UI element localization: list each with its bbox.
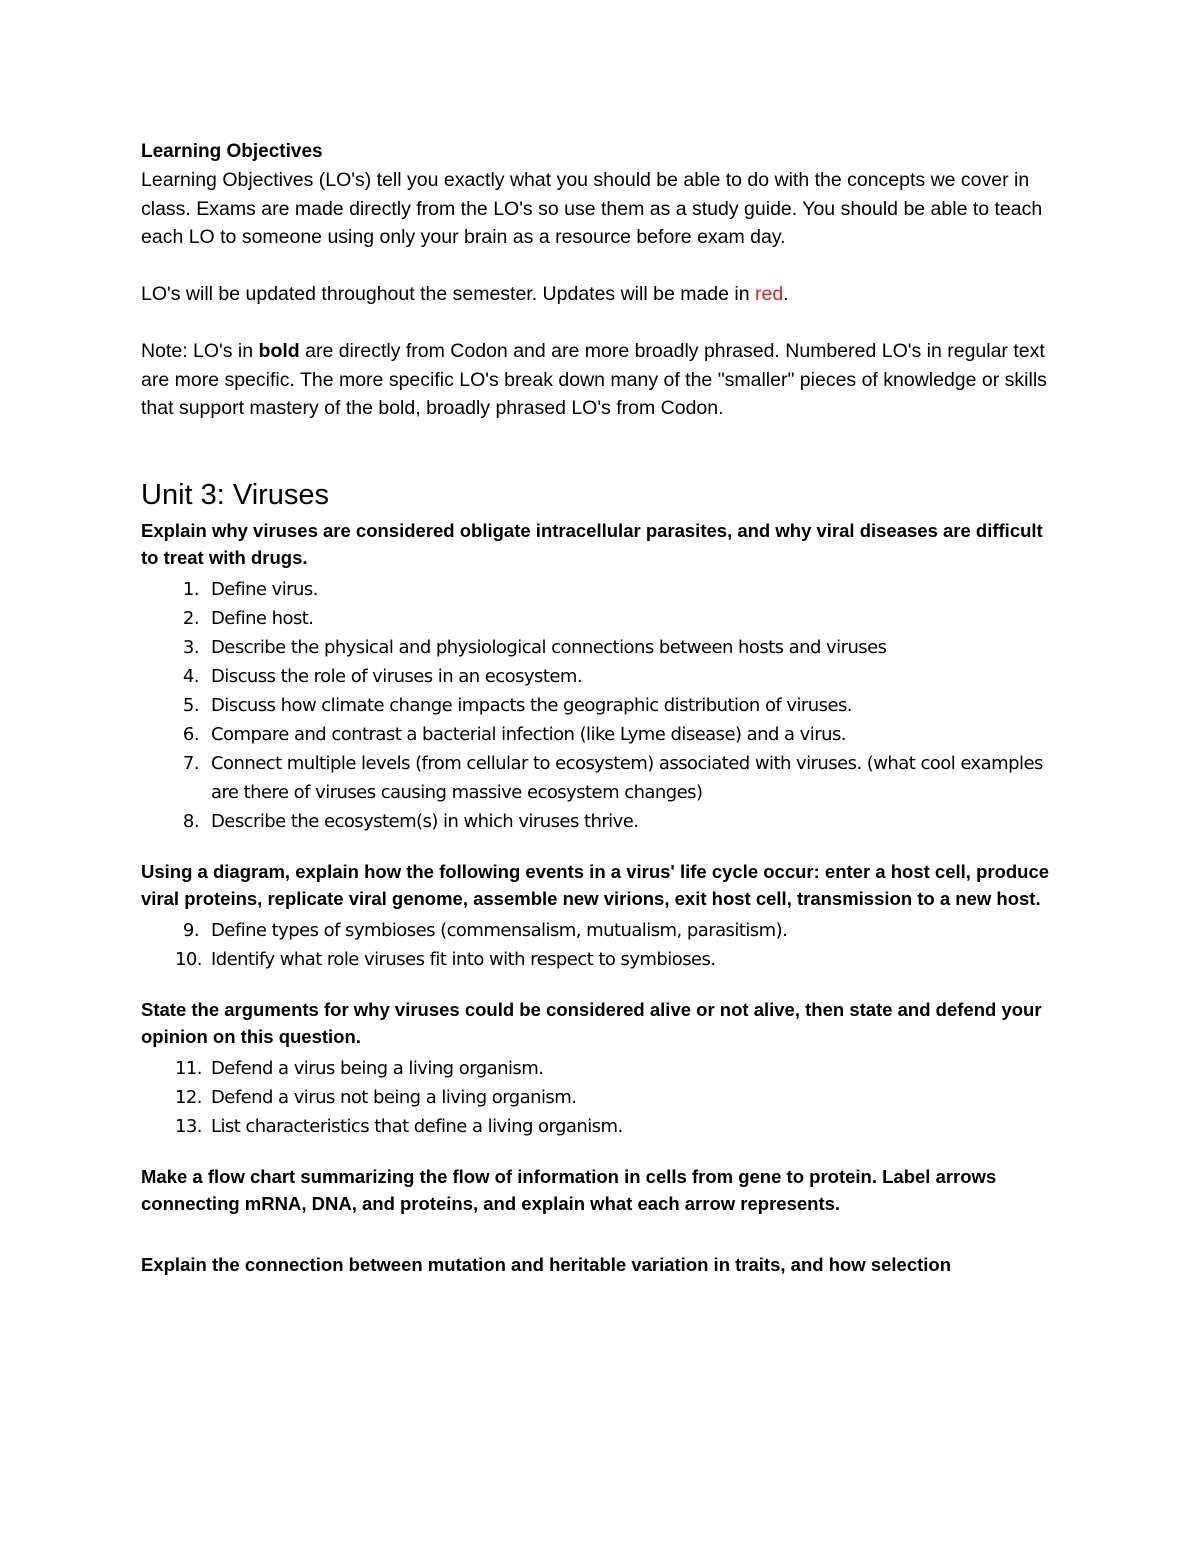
list-item-number: 2. bbox=[182, 607, 199, 629]
list-item bbox=[141, 945, 1061, 974]
list-item-text: Discuss how climate change impacts the geographic distribution of viruses. bbox=[211, 694, 852, 716]
objective-heading: Explain why viruses are considered obligate intracellular parasites, and why viral diseases are difficult to treat with drugs. bbox=[141, 519, 1043, 568]
list-item bbox=[141, 604, 1061, 633]
list-item-number: 6. bbox=[182, 723, 199, 745]
note-bold-word: bold bbox=[258, 340, 300, 362]
list-item bbox=[141, 916, 1061, 945]
objective-list bbox=[141, 916, 1061, 974]
list-item bbox=[141, 807, 1061, 836]
list-item-text: Define types of symbioses (commensalism, mutualism, parasitism). bbox=[211, 919, 788, 941]
objective-list bbox=[141, 575, 1061, 836]
list-item-text: Defend a virus not being a living organism. bbox=[211, 1086, 577, 1108]
list-item-number: 5. bbox=[182, 694, 199, 716]
note-paragraph bbox=[141, 337, 1061, 423]
objective-heading: Using a diagram, explain how the following events in a virus' life cycle occur: enter a host cell, produce viral proteins, replicate viral genome, assemble new virions, exit host cell, transmission to a new host. bbox=[141, 860, 1050, 909]
list-item-number: 13. bbox=[175, 1115, 202, 1137]
list-item bbox=[141, 1112, 1061, 1141]
objective-heading: Make a flow chart summarizing the flow of information in cells from gene to protein. Label arrows connecting mRNA, DNA, and proteins, and explain what each arrow represents. bbox=[141, 1165, 997, 1214]
list-item-text: Define virus. bbox=[211, 578, 318, 600]
list-item-text: Defend a virus being a living organism. bbox=[211, 1057, 544, 1079]
intro-title: Learning Objectives bbox=[141, 141, 323, 162]
intro-paragraph-2 bbox=[141, 280, 1061, 309]
list-item-number: 8. bbox=[182, 810, 199, 832]
list-item bbox=[141, 749, 1061, 807]
list-item-number: 4. bbox=[182, 665, 199, 687]
list-item bbox=[141, 575, 1061, 604]
updates-period: . bbox=[783, 283, 789, 305]
unit-heading: Unit 3: Viruses bbox=[141, 478, 330, 511]
paragraph-gap bbox=[141, 309, 1061, 338]
list-item-number: 7. bbox=[182, 752, 199, 774]
list-item-text: Compare and contrast a bacterial infection (like Lyme disease) and a virus. bbox=[211, 723, 846, 745]
objective-heading: State the arguments for why viruses could be considered alive or not alive, then state and defend your opinion on this question. bbox=[141, 998, 1042, 1047]
document-page bbox=[141, 138, 1061, 1282]
list-item-text: Define host. bbox=[211, 607, 314, 629]
list-item-number: 10. bbox=[175, 948, 202, 970]
list-item bbox=[141, 662, 1061, 691]
list-item-text: Discuss the role of viruses in an ecosystem. bbox=[211, 665, 583, 687]
list-item-number: 12. bbox=[175, 1086, 202, 1108]
list-item-text: Describe the ecosystem(s) in which viruses thrive. bbox=[211, 810, 639, 832]
list-item bbox=[141, 691, 1061, 720]
list-item bbox=[141, 1083, 1061, 1112]
list-item-text: Describe the physical and physiological connections between hosts and viruses bbox=[211, 636, 887, 658]
objective-list bbox=[141, 1054, 1061, 1141]
objective-heading: Explain the connection between mutation and heritable variation in traits, and how selection bbox=[141, 1253, 952, 1275]
list-item-number: 3. bbox=[182, 636, 199, 658]
intro-paragraph-1: Learning Objectives (LO's) tell you exactly what you should be able to do with the concepts we cover in class. Exams are made directly from the LO's so use them as a study guide. You should be able to teach each LO to someone using only your brain as a resource before exam day. bbox=[141, 169, 1043, 248]
list-item-number: 9. bbox=[182, 919, 199, 941]
list-item bbox=[141, 1054, 1061, 1083]
paragraph-gap bbox=[141, 252, 1061, 281]
section-gap bbox=[141, 1221, 1061, 1251]
list-item-text: Identify what role viruses fit into with respect to symbioses. bbox=[211, 948, 716, 970]
list-item-text: Connect multiple levels (from cellular to ecosystem) associated with viruses. (what cool examples are there of viruses causing massive ecosystem changes) bbox=[211, 752, 1043, 803]
updates-text: LO's will be updated throughout the semester. Updates will be made in bbox=[141, 283, 755, 305]
list-item-number: 1. bbox=[182, 578, 199, 600]
note-rest: are directly from Codon and are more broadly phrased. Numbered LO's in regular text are more specific. The more specific LO's break down many of the "smaller" pieces of knowledge or skills that support mastery of the bold, broadly phrased LO's from Codon. bbox=[141, 340, 1047, 419]
note-lead: Note: LO's in bbox=[141, 340, 259, 362]
list-item-number: 11. bbox=[175, 1057, 202, 1079]
list-item-text: List characteristics that define a living organism. bbox=[211, 1115, 623, 1137]
list-item bbox=[141, 720, 1061, 749]
red-word: red bbox=[755, 283, 784, 305]
list-item bbox=[141, 633, 1061, 662]
